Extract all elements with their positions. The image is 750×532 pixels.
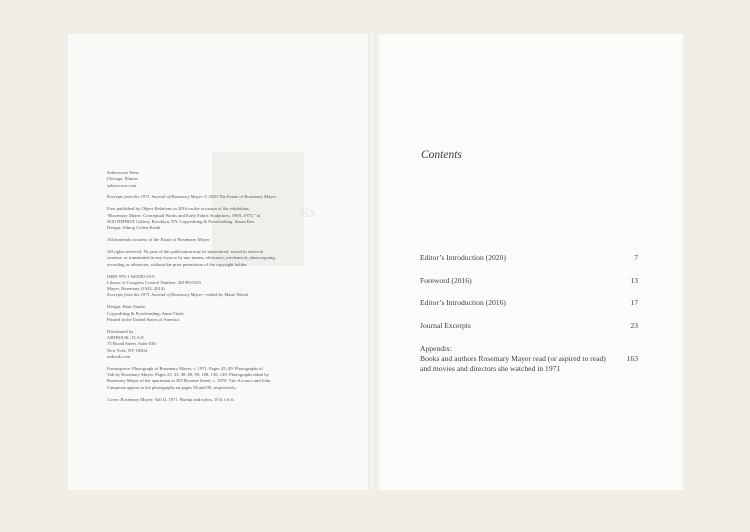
toc-entry-page: 23: [630, 321, 638, 330]
book-title: Excerpts from the 1971 Journal of Rosemary Mayer: [107, 292, 203, 298]
toc-entry: [420, 276, 638, 286]
text-line: Rosemary Mayer of her apartment at 383 Broome Street, c. 1970. Vito Acconci and John: [107, 378, 271, 384]
contents-heading: Contents: [421, 149, 462, 161]
text-line: ARTBOOK | D.A.P.: [107, 335, 145, 341]
toc-entry-label: Foreword (2016): [420, 276, 472, 285]
toc-entry: [420, 321, 638, 331]
toc-entry-page: 17: [630, 298, 638, 307]
copyright-line: [107, 194, 317, 200]
toc-entry-label: and movies and directors she watched in 1971: [420, 364, 561, 373]
text-line: systems, or transmitted in any form or by any means, electronic, mechanical, photocopying,: [107, 255, 276, 261]
text-line: Campione appear in the photographs on pages 58 and 99, respectively.: [107, 384, 237, 390]
materials-line: All materials courtesy of the Estate of Rosemary Mayer: [107, 237, 210, 243]
toc-entry-page: 7: [634, 253, 638, 262]
cover-credit: Cover: Rosemary Mayer, Vali II, 1971. Burlap and nylon, 10 ft x 6 ft.: [107, 396, 235, 402]
rights-block: [107, 249, 317, 268]
toc-entry-page: 163: [626, 354, 638, 363]
show-through-text: Ex: [300, 205, 317, 221]
distribution-block: [107, 329, 317, 360]
text-line: Frontispiece: Photograph of Rosemary Mayer, c. 1971. Pages 45–49: Photographs of: [107, 365, 263, 371]
publisher-line: Chicago, Illinois: [107, 176, 138, 182]
frontispiece-block: [107, 366, 317, 391]
toc-entry-label: Appendix:: [420, 344, 453, 353]
toc-entry-label: Books and authors Rosemary Mayer read (or aspired to read): [420, 354, 606, 363]
first-published-block: [107, 206, 317, 231]
text-line: Library of Congress Control Number: 2019933103: [107, 279, 201, 285]
text-line: Design: Almog Cohen-Kashi: [107, 225, 161, 231]
text-line: Printed in the United States of America: [107, 316, 180, 322]
toc-entry: [420, 298, 638, 308]
catalog-title-line: [107, 292, 317, 298]
book-gutter: [368, 34, 380, 490]
text-line: artbook.com: [107, 353, 131, 359]
text-line: Vali by Rosemary Mayer. Pages 23, 33, 38, 69, 99, 108, 138, 149: Photographs taken by: [107, 372, 269, 378]
toc-entry-label: Journal Excerpts: [420, 321, 471, 330]
toc-entry-appendix: [420, 344, 638, 374]
text-line: Mayer, Rosemary (1943–2014): [107, 286, 165, 292]
text-line: ISBN 978-1-940190-25-9: [107, 273, 155, 279]
design-block: [107, 304, 317, 323]
text-line: recording or otherwise, without the prior permission of the copyright holder.: [107, 261, 248, 267]
publisher-line: Soberscove Press: [107, 170, 140, 175]
toc-entry-page: 13: [630, 276, 638, 285]
publisher-line: soberscove.com: [107, 182, 137, 188]
book-title: Excerpts from the 1971 Journal of Rosemary Mayer: [107, 194, 203, 200]
publisher-block: [107, 170, 317, 189]
toc-entry: [420, 253, 638, 263]
text-line: 75 Broad Street, Suite 630: [107, 341, 156, 347]
colophon: [107, 170, 317, 409]
text-line: “Rosemary Mayer: Conceptual Works and Early Fabric Sculptures, 1969–1973,” at: [107, 212, 261, 218]
copyright-text: © 2020 The Estate of Rosemary Mayer: [203, 194, 277, 200]
text-line: Design: Hour Studio: [107, 304, 146, 310]
text-line: All rights reserved. No part of this publication may be reproduced, stored in retrieval: [107, 249, 264, 255]
catalog-block: [107, 274, 317, 299]
text-line: SOUTHFIRST Gallery, Brooklyn, NY. Copyediting & Proofreading: Susan Bee.: [107, 218, 256, 224]
text-line: Copyediting & Proofreading: Anna Vitale: [107, 310, 184, 316]
text-line: First published by Object Relations in 2016 on the occasion of the exhibition,: [107, 206, 250, 212]
text-line: New York, NY 10004: [107, 347, 148, 353]
toc-entry-label: Editor’s Introduction (2016): [420, 298, 506, 307]
toc-entry-label: Editor’s Introduction (2020): [420, 253, 506, 262]
editor-credit: / edited by Marie Warsh: [202, 292, 248, 298]
text-line: Distributed by: [107, 328, 134, 334]
